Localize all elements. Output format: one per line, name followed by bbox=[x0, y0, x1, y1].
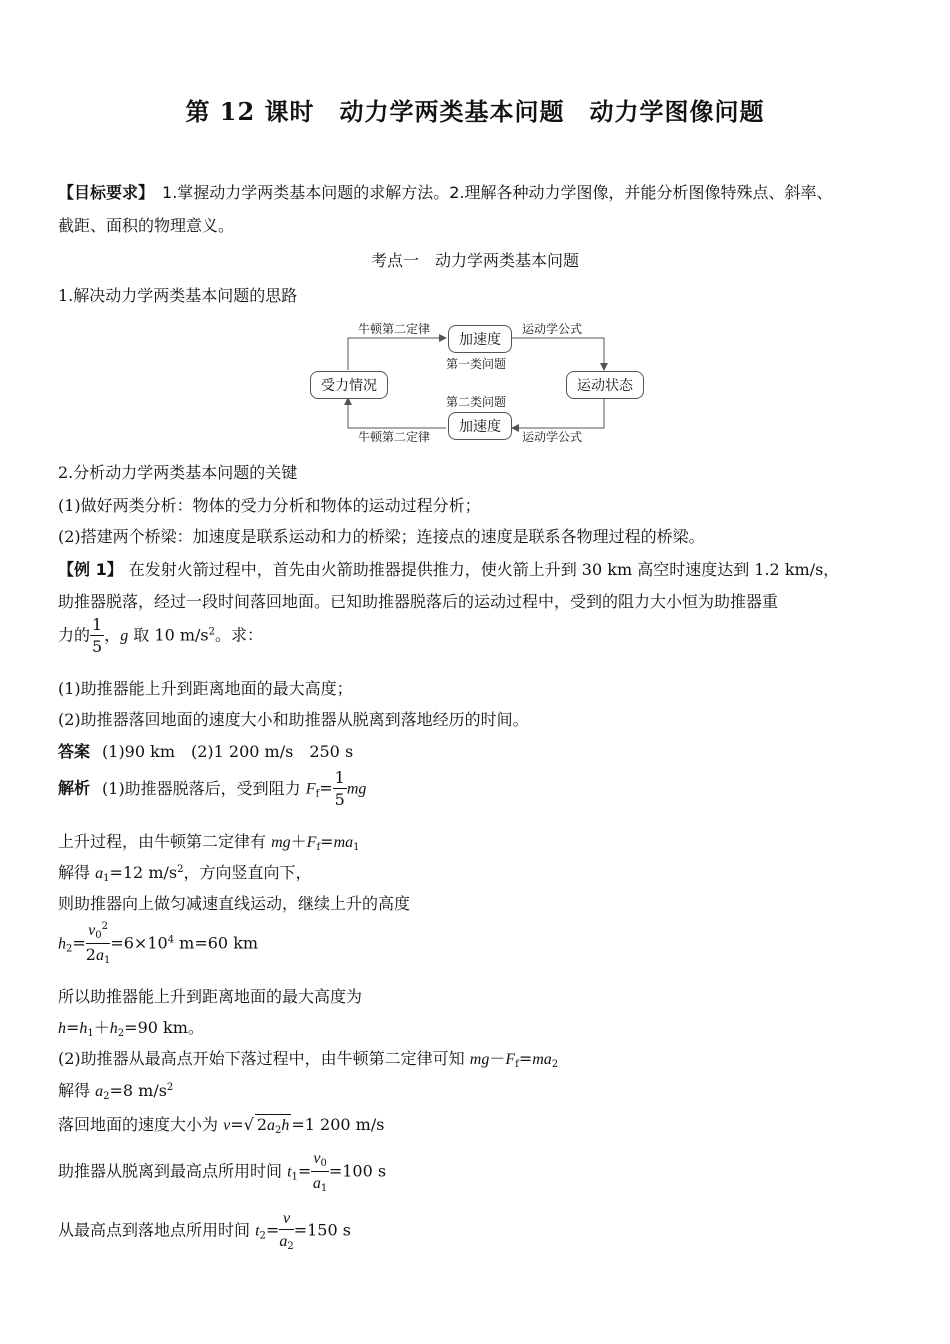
analysis-line10: 落回地面的速度大小为 v=√ $2a_2h =1$ 200 m/s bbox=[58, 1115, 385, 1136]
sup-2: 2 bbox=[208, 626, 215, 638]
flow-diagram bbox=[300, 312, 650, 452]
section-heading: 考点一 动力学两类基本问题 bbox=[370, 251, 579, 270]
analysis-s10b: =1 200 m/s bbox=[291, 1115, 385, 1134]
analysis-line9: 解得 $a_2=8$ $m/s^2$ bbox=[58, 1081, 174, 1102]
arrow-accel-to-force-bottom bbox=[348, 398, 446, 428]
analysis-line7: $h=h_1+h_2=90$ km。 bbox=[58, 1018, 204, 1039]
analysis-s3b: =12 m/s bbox=[109, 863, 178, 882]
frac-den: 5 bbox=[92, 637, 103, 656]
goal-line1 bbox=[58, 180, 833, 203]
analysis-s10: 落回地面的速度大小为 bbox=[58, 1115, 224, 1134]
goal-label: 【目标要求】 bbox=[58, 183, 155, 202]
example-end: 。求： bbox=[215, 625, 264, 645]
box-accel-bottom: 加速度 bbox=[448, 412, 512, 440]
item-1: 1.解决动力学两类基本问题的思路 bbox=[58, 286, 298, 305]
analysis-s1: (1)助推器脱落后，受到阻力 bbox=[102, 778, 306, 798]
goal-text-1: 1.掌握动力学两类基本问题的求解方法。2.理解各种动力学图像，并能分析图像特殊点、斜率、 bbox=[162, 183, 833, 202]
example-text-3: 力的 bbox=[58, 625, 91, 645]
answer-line bbox=[58, 739, 353, 762]
analysis-line11: 助推器从脱离到最高点所用时间 $t_1=$ $\frac{v_0}{a_1}$ =100 s bbox=[58, 1150, 387, 1194]
analysis-s3: 解得 bbox=[58, 863, 96, 882]
fraction-one-fifth bbox=[90, 617, 104, 655]
arrow-force-to-accel-top bbox=[348, 338, 446, 370]
answer-text: (1)90 km (2)1 200 m/s 250 s bbox=[102, 742, 354, 761]
analysis-line3: 解得 $a_1=12$ $m/s^2$，方向竖直向下， bbox=[58, 863, 312, 884]
question-1: (1)助推器能上升到距离地面的最大高度； bbox=[58, 679, 353, 698]
example-line3: 力的 $\frac{1}{5}$ ，g 取 10 $m/s^2$。求： bbox=[58, 615, 264, 656]
analysis-line8: (2)助推器从最高点开始下落过程中，由牛顿第二定律可知 $mg-F_f=ma_2$ bbox=[58, 1049, 559, 1070]
label-kinematics-bottom: 运动学公式 bbox=[522, 430, 583, 444]
analysis-s5b: m=60 km bbox=[174, 933, 259, 953]
label-kinematics-top: 运动学公式 bbox=[522, 322, 583, 336]
label-type2: 第二类问题 bbox=[446, 395, 507, 409]
analysis-line6: 所以助推器能上升到距离地面的最大高度为 bbox=[58, 987, 363, 1006]
example-line1 bbox=[58, 557, 839, 580]
analysis-line2: 上升过程，由牛顿第二定律有 $mg+F_f=ma_1$ bbox=[58, 832, 360, 853]
analysis-s3c: ，方向竖直向下， bbox=[183, 863, 312, 882]
arrow-motion-to-accel-bottom bbox=[512, 398, 604, 428]
label-type1: 第一类问题 bbox=[446, 357, 507, 371]
analysis-line1: 解析 (1)助推器脱落后，受到阻力 $F_f=$ $\frac{1}{5}$ mg bbox=[58, 768, 367, 809]
analysis-label: 解析 bbox=[58, 778, 91, 798]
analysis-s12: 从最高点到落地点所用时间 bbox=[58, 1220, 256, 1240]
analysis-s9b: =8 m/s bbox=[109, 1081, 167, 1100]
example-text-1: 在发射火箭过程中，首先由火箭助推器提供推力，使火箭上升到 30 km 高空时速度达到 1.2 km/s， bbox=[128, 560, 840, 579]
goal-line2: 截距、面积的物理意义。 bbox=[58, 216, 235, 235]
page-title: 第 12 课时 动力学两类基本问题 动力学图像问题 bbox=[185, 97, 765, 126]
example-g-value: 取 10 m/s bbox=[128, 625, 209, 645]
analysis-s8: (2)助推器从最高点开始下落过程中，由牛顿第二定律可知 bbox=[58, 1049, 470, 1068]
analysis-s9: 解得 bbox=[58, 1081, 96, 1100]
example-line2: 助推器脱落，经过一段时间落回地面。已知助推器脱落后的运动过程中，受到的阻力大小恒为助推器重 bbox=[58, 592, 779, 611]
arrow-accel-to-motion-top bbox=[512, 338, 604, 370]
box-accel-top: 加速度 bbox=[448, 325, 512, 353]
answer-label: 答案 bbox=[58, 742, 91, 761]
analysis-s12b: =150 s bbox=[293, 1220, 351, 1240]
label-newton-top: 牛顿第二定律 bbox=[358, 322, 431, 336]
analysis-line4: 则助推器向上做匀减速直线运动，继续上升的高度 bbox=[58, 894, 411, 913]
example-label: 【例 1】 bbox=[58, 560, 123, 579]
question-2: (2)助推器落回地面的速度大小和助推器从脱离到落地经历的时间。 bbox=[58, 710, 529, 729]
analysis-s2: 上升过程，由牛顿第二定律有 bbox=[58, 832, 272, 851]
item-2-2: (2)搭建两个桥梁：加速度是联系运动和力的桥梁；连接点的速度是联系各物理过程的桥梁。 bbox=[58, 527, 705, 546]
analysis-line12: 从最高点到落地点所用时间 $t_2=$ $\frac{v}{a_2}$ =150 s bbox=[58, 1210, 351, 1252]
box-force: 受力情况 bbox=[310, 371, 388, 399]
item-2: 2.分析动力学两类基本问题的关键 bbox=[58, 463, 298, 482]
analysis-s5: =6×10 bbox=[110, 933, 168, 953]
frac-num: 1 bbox=[92, 615, 103, 634]
box-motion: 运动状态 bbox=[566, 371, 644, 399]
label-newton-bottom: 牛顿第二定律 bbox=[358, 430, 431, 444]
analysis-line5: $h_2=$ $\frac{v_0^2}{2a_1}$ $=6\times 10^4$ m=60 km bbox=[58, 921, 259, 966]
var-g: g bbox=[120, 627, 129, 645]
analysis-s11: 助推器从脱离到最高点所用时间 bbox=[58, 1161, 288, 1181]
item-2-1: (1)做好两类分析：物体的受力分析和物体的运动过程分析； bbox=[58, 496, 481, 515]
analysis-s7: =90 km。 bbox=[124, 1018, 204, 1037]
analysis-s11b: =100 s bbox=[328, 1161, 387, 1181]
